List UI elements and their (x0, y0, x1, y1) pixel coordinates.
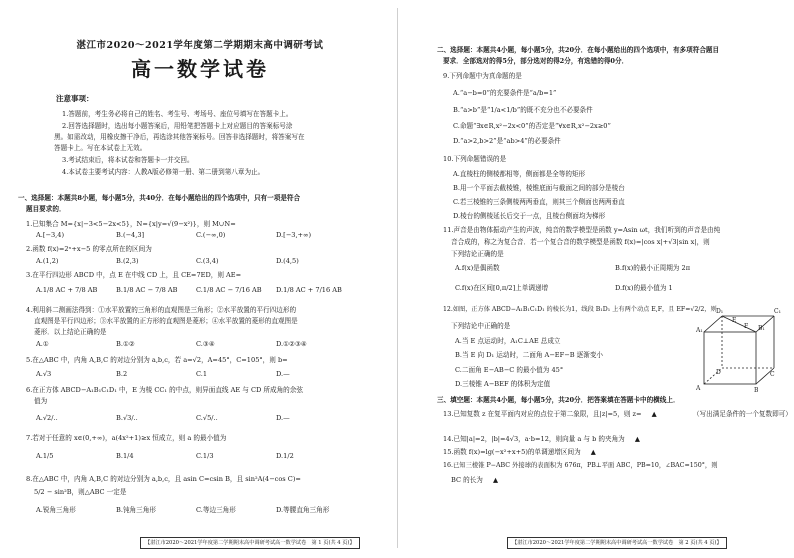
question-5-stem: 5.在△ABC 中，内角 A,B,C 的对边分别为 a,b,c，若 a=√2，A=45°，C=105°，则 b= (26, 356, 288, 364)
cube-figure (690, 302, 781, 394)
q2-option-a: A.(1,2) (36, 257, 59, 265)
footer-page-2: 【湛江市2020～2021学年度第二学期期末高中调研考试高一数学试卷 第 2 页(共 4 页)】 (507, 537, 727, 549)
note-line: 答题卡上。写在本试卷上无效。 (54, 144, 147, 152)
q11-option-a: A.f(x)是偶函数 (455, 264, 500, 272)
subject-title: 高一数学试卷 (131, 57, 269, 81)
question-4-stem-cont: 直观图是平行四边形；③水平放置的正方形的直观图是菱形；④水平放置的菱形的直观图是 (34, 317, 298, 325)
q8-option-c: C.等边三角形 (196, 506, 236, 514)
exam-title: 湛江市2020～2021学年度第二学期期末高中调研考试 (76, 40, 324, 51)
q9-option-d: D.“a>2,b>2”是“ab>4”的必要条件 (453, 137, 561, 145)
answer-blank-mark: ▲ (493, 476, 499, 484)
question-4-stem: 4.利用斜二测画法得到：①水平放置的三角形的直观图是三角形；②水平放置的平行四边形的 (26, 306, 297, 314)
label-a1: A₁ (696, 327, 703, 334)
label-b1: B₁ (758, 325, 765, 332)
q1-option-d: D.[−3,+∞) (276, 231, 312, 239)
question-8-stem: 8.在△ABC 中，内角 A,B,C 的对边分别为 a,b,c，且 asin C=csin B，且 sin²A(4−cos C)= (26, 475, 301, 483)
q1-option-a: A.[−3,4) (36, 231, 65, 239)
q4-option-c: C.③④ (196, 340, 215, 348)
q6-option-b: B.√3/.. (116, 414, 138, 422)
q2-option-c: C.(3,4) (196, 257, 219, 265)
q5-option-d: D.— (276, 370, 290, 378)
question-3-stem: 3.在平行四边形 ABCD 中，点 E 在中线 CD 上，且 CE=7ED，则 AE= (26, 271, 242, 279)
q3-option-b: B.1/8 AC − 7/8 AB (116, 286, 178, 294)
q4-option-d: D.①②③④ (276, 340, 307, 348)
q10-option-d: D.棱台的侧棱延长后交于一点，且棱台侧面均为梯形 (453, 212, 606, 220)
section1-heading-cont: 题目要求的． (26, 205, 66, 213)
q8-option-d: D.等腰直角三角形 (276, 506, 330, 514)
footer-page-1: 【湛江市2020～2021学年度第二学期期末高中调研考试高一数学试卷 第 1 页(共 4 页)】 (140, 537, 360, 549)
answer-blank-mark: ▲ (590, 448, 596, 456)
label-c1: C₁ (774, 308, 781, 315)
q9-option-c: C.命题“∃x∈R,x²−2x<0”的否定是“∀x∈R,x²−2x≥0” (453, 122, 611, 130)
q2-option-b: B.(2,3) (116, 257, 139, 265)
q1-option-b: B.(−4,3] (116, 231, 145, 239)
notes-title: 注意事项： (56, 94, 94, 103)
label-d1: D₁ (716, 308, 724, 315)
q12-option-d: D.三棱锥 A−BEF 的体积为定值 (455, 380, 551, 388)
question-12-stem: 12.如图，正方体 ABCD−A₁B₁C₁D₁ 的棱长为1，线段 B₁D₁ 上有两个动点 E,F，且 EF=√2/2，则 (443, 306, 717, 313)
q9-option-a: A.“a−b=0”的充要条件是“a/b=1” (453, 89, 557, 97)
question-13 (443, 410, 657, 418)
q8-option-a: A.锐角三角形 (36, 506, 76, 514)
q10-option-c: C.若三棱锥的三条侧棱两两垂直，则其三个侧面也两两垂直 (453, 198, 625, 206)
label-b: B (754, 387, 759, 394)
question-15 (443, 448, 596, 456)
question-7-stem: 7.若对于任意的 x∈(0,+∞)，a(4x²+1)≥x 恒成立，则 a 的最小值为 (26, 434, 227, 442)
q6-option-c: C.√5/.. (196, 414, 218, 422)
label-d: D (716, 369, 721, 376)
q2-option-d: D.(4,5) (276, 257, 299, 265)
q3-option-a: A.1/8 AC + 7/8 AB (36, 286, 98, 294)
answer-blank-mark: ▲ (634, 435, 640, 443)
right-column (397, 0, 794, 558)
question-16-stem-cont: BC 的长为 (451, 476, 483, 484)
label-e: E (732, 317, 737, 324)
note-line: 黑。如需改动，用橡皮擦干净后，再选涂其他答案标号。回答非选择题时，将答案写在 (54, 133, 305, 141)
question-1-stem: 1.已知集合 M={x|−3<5−2x<5}，N={x|y=√(9−x²)}，则 M∪N= (26, 220, 236, 228)
cube-edge (704, 316, 722, 332)
q11-option-c: C.f(x)在区间[0,π/2]上单调递增 (455, 284, 549, 292)
q5-option-c: C.1 (196, 370, 208, 378)
note-line: 3.考试结束后，将本试卷和答题卡一并交回。 (62, 156, 194, 164)
q11-option-b: B.f(x)的最小正周期为 2π (615, 264, 691, 272)
q7-option-b: B.1/4 (116, 452, 134, 460)
label-f: F (744, 323, 749, 330)
q10-option-b: B.用一个平面去截棱锥，棱锥底面与截面之间的部分是棱台 (453, 184, 625, 192)
q3-option-d: D.1/8 AC + 7/16 AB (276, 286, 342, 294)
q7-option-a: A.1/5 (36, 452, 54, 460)
question-13-stem: 13.已知复数 z 在复平面内对应的点位于第二象限，且|z|=5，则 z= (443, 410, 642, 418)
note-line: 4.本试卷主要考试内容：人教A版必修第一册、第二册到第八章为止。 (62, 168, 265, 176)
q5-option-b: B.2 (116, 370, 128, 378)
question-14-stem: 14.已知|a|=2，|b|=4√3，a·b=12，则向量 a 与 b 的夹角为 (443, 435, 625, 443)
question-6-stem: 6.在正方体 ABCD−A₁B₁C₁D₁ 中，E 为棱 CC₁ 的中点，则异面直线 AE 与 CD 所成角的余弦 (26, 386, 303, 394)
question-12-stem-cont: 下列结论中正确的是 (451, 322, 511, 330)
q5-option-a: A.√3 (36, 370, 52, 378)
question-11-stem: 11.声音是由物体振动产生的声波，纯音的数学模型是函数 y=Asin ωt，我们听到的声音是由纯 (443, 226, 721, 234)
label-c: C (770, 371, 775, 378)
question-11-stem-cont: 下列结论正确的是 (451, 250, 504, 258)
cube-front-face (704, 332, 756, 384)
question-15-stem: 15.函数 f(x)=lg(−x²+x+5)的单调递增区间为 (443, 448, 581, 456)
q12-option-b: B.当 E 向 D₁ 运动时，二面角 A−EF−B 逐渐变小 (455, 351, 604, 359)
question-11-stem-cont: 音合成的，称之为复合音．若一个复合音的数学模型是函数 f(x)=|cos x|+√3|sin x|，则 (451, 238, 710, 246)
label-a: A (696, 385, 701, 392)
q10-option-a: A.直棱柱的侧棱都相等，侧面都是全等的矩形 (453, 170, 586, 178)
question-16-stem: 16.已知三棱锥 P−ABC 外接球的表面积为 676π，PB⊥平面 ABC，PB=10，∠BAC=150°，则 (443, 462, 718, 469)
note-line: 1.答题前，考生务必将自己的姓名、考生号、考场号、座位号填写在答题卡上。 (62, 110, 293, 118)
q7-option-c: C.1/3 (196, 452, 214, 460)
question-14 (443, 435, 640, 443)
q9-option-b: B.“a>b”是“1/a<1/b”的既不充分也不必要条件 (453, 106, 593, 114)
section2-heading: 二、选择题：本题共4小题，每小题5分，共20分．在每小题给出的四个选项中，有多项符合题目 (437, 46, 720, 54)
question-2-stem: 2.函数 f(x)=2ˣ+x−5 的零点所在的区间为 (26, 245, 152, 253)
question-10-stem: 10.下列命题错误的是 (443, 155, 507, 163)
section2-heading-cont: 要求．全部选对的得5分，部分选对的得2分，有选错的得0分． (443, 57, 629, 65)
q6-option-d: D.— (276, 414, 290, 422)
q13-hint: （写出满足条件的一个复数即可） (693, 410, 792, 418)
section3-heading: 三、填空题：本题共4小题，每小题5分，共20分．把答案填在答题卡中的横线上． (437, 396, 680, 404)
question-16 (451, 476, 498, 484)
q4-option-b: B.①② (116, 340, 135, 348)
q12-option-c: C.二面角 E−AB−C 的最小值为 45° (455, 366, 564, 374)
q1-option-c: C.(−∞,0) (196, 231, 226, 239)
answer-blank-mark: ▲ (651, 410, 657, 418)
q6-option-a: A.√2/.. (36, 414, 58, 422)
question-6-stem-cont: 值为 (34, 397, 48, 405)
q4-option-a: A.① (36, 340, 49, 348)
question-9-stem: 9.下列命题中为真命题的是 (443, 72, 522, 80)
section1-heading: 一、选择题：本题共8小题，每小题5分，共40分．在每小题给出的四个选项中，只有一项是符合 (18, 194, 301, 202)
q3-option-c: C.1/8 AC − 7/16 AB (196, 286, 262, 294)
q7-option-d: D.1/2 (276, 452, 294, 460)
q8-option-b: B.钝角三角形 (116, 506, 156, 514)
note-line: 2.回答选择题时，选出每小题答案后，用铅笔把答题卡上对应题目的答案标号涂 (62, 122, 293, 130)
question-4-stem-cont: 菱形．以上结论正确的是 (34, 328, 107, 336)
q12-option-a: A.当 E 点运动时，A₁C⊥AE 总成立 (455, 337, 561, 345)
cube-diagonal-b1d1 (722, 316, 756, 332)
q11-option-d: D.f(x)的最小值为 1 (615, 284, 673, 292)
question-8-stem-cont: 5/2 − sin²B，则△ABC 一定是 (34, 488, 127, 496)
